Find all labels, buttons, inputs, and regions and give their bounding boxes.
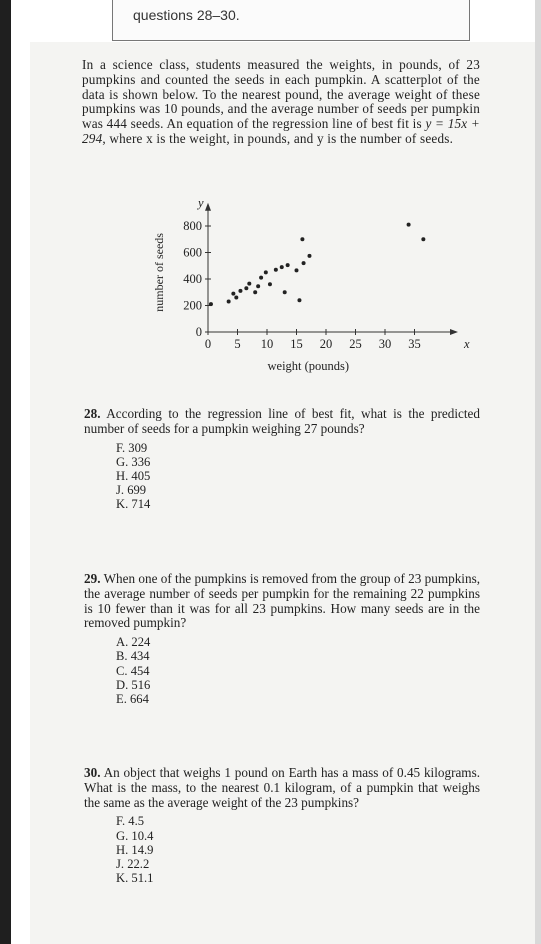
regression-equation: y = 15x + 294	[82, 116, 481, 146]
data-point	[238, 289, 242, 293]
data-point	[209, 302, 213, 306]
x-axis-label: weight (pounds)	[267, 359, 350, 373]
answer-option[interactable]: D. 516	[116, 677, 151, 692]
data-point	[247, 282, 251, 286]
data-point	[421, 237, 425, 241]
answer-option[interactable]: A. 224	[116, 635, 151, 650]
y-tick-label: 800	[183, 219, 202, 233]
data-point	[283, 290, 287, 294]
answer-option[interactable]: F. 309	[116, 440, 148, 455]
x-tick-label: 10	[260, 337, 274, 351]
y-axis-symbol: y	[198, 195, 204, 210]
intro-text-2: , where x is the weight, in pounds, and y is the number of seeds.	[102, 130, 454, 146]
question-30-number: 30.	[84, 765, 101, 780]
y-axis-label: number of seeds	[152, 233, 166, 312]
answer-option[interactable]: G. 10.4	[116, 828, 154, 843]
data-point	[244, 286, 248, 290]
x-tick-label: 25	[349, 337, 362, 351]
answer-option[interactable]: J. 22.2	[116, 857, 150, 871]
answer-option[interactable]: K. 51.1	[116, 871, 154, 886]
data-point	[286, 263, 290, 267]
question-28-answers	[116, 441, 480, 512]
data-point	[280, 265, 284, 269]
header-box	[112, 0, 470, 41]
y-tick-label: 200	[183, 298, 202, 313]
data-point	[234, 296, 238, 300]
data-point	[302, 261, 306, 265]
question-28-prompt: According to the regression line of best fit, what is the predicted number of seeds for a pumpkin weighing 27 pounds?	[84, 406, 480, 436]
intro-text-1: In a science class, students measured the weights, in pounds, of 23 pumpkins and counted the seeds in each pumpkin. A scatterplot of the data is shown below. To the nearest pound, the average weight of these pumpkins was 10 pounds, and the average number of seeds per pumpkin was 444 seeds. An equation of the regression line of best fit is	[82, 57, 480, 132]
answer-option[interactable]: B. 434	[116, 649, 150, 664]
x-axis-symbol: x	[464, 337, 470, 351]
x-tick-label: 5	[234, 337, 241, 351]
intro-paragraph	[82, 58, 480, 147]
data-point	[264, 270, 268, 274]
data-point	[253, 290, 257, 294]
answer-option[interactable]: E. 664	[116, 692, 149, 706]
right-edge-bar	[535, 0, 541, 944]
question-30-prompt: An object that weighs 1 pound on Earth has a mass of 0.45 kilograms. What is the mass, to the nearest 0.1 kilogram, of a pumpkin that weighs the same as the average weight of the 23 pumpkins?	[84, 765, 480, 810]
header-title: questions 28–30.	[133, 7, 240, 23]
x-tick-label: 20	[319, 337, 333, 351]
data-point	[407, 223, 411, 227]
answer-option[interactable]: C. 454	[116, 663, 150, 678]
x-tick-label: 35	[408, 337, 421, 351]
y-tick-label: 400	[183, 272, 202, 286]
data-point	[256, 284, 260, 288]
answer-option[interactable]: G. 336	[116, 454, 151, 469]
question-30	[84, 766, 480, 885]
answer-option[interactable]: H. 14.9	[116, 842, 154, 857]
y-tick-label: 600	[183, 245, 202, 260]
answer-option[interactable]: J. 699	[116, 483, 147, 498]
question-28-number: 28.	[84, 406, 101, 421]
question-29	[84, 572, 480, 706]
question-28	[84, 407, 480, 512]
x-tick-label: 15	[290, 337, 303, 351]
data-point	[307, 254, 311, 258]
answer-option[interactable]: K. 714	[116, 497, 151, 512]
answer-option[interactable]: F. 4.5	[116, 814, 145, 829]
data-point	[231, 292, 235, 296]
question-30-answers	[116, 814, 480, 885]
x-tick-label: 0	[204, 337, 212, 351]
answer-option[interactable]: H. 405	[116, 469, 151, 483]
data-point	[274, 268, 278, 272]
data-point	[297, 298, 301, 302]
question-29-number: 29.	[84, 571, 101, 586]
y-tick-label: 0	[195, 325, 202, 339]
data-point	[295, 268, 299, 272]
question-28-text	[84, 407, 480, 437]
question-29-text	[84, 572, 480, 631]
question-29-prompt: When one of the pumpkins is removed from the group of 23 pumpkins, the average number of seeds per pumpkin for the remaining 22 pumpkins is 10 fewer than it was for all 23 pumpkins. How many seeds are in the removed pumpkin?	[84, 571, 480, 631]
question-29-answers	[116, 635, 480, 706]
y-axis-arrow	[205, 203, 211, 211]
data-point	[259, 276, 263, 280]
question-30-text	[84, 766, 480, 810]
left-edge-bar	[0, 0, 11, 944]
data-point	[300, 237, 304, 241]
data-point	[268, 282, 272, 286]
data-point	[227, 300, 231, 304]
scatterplot	[150, 195, 470, 376]
x-tick-label: 30	[378, 337, 392, 351]
